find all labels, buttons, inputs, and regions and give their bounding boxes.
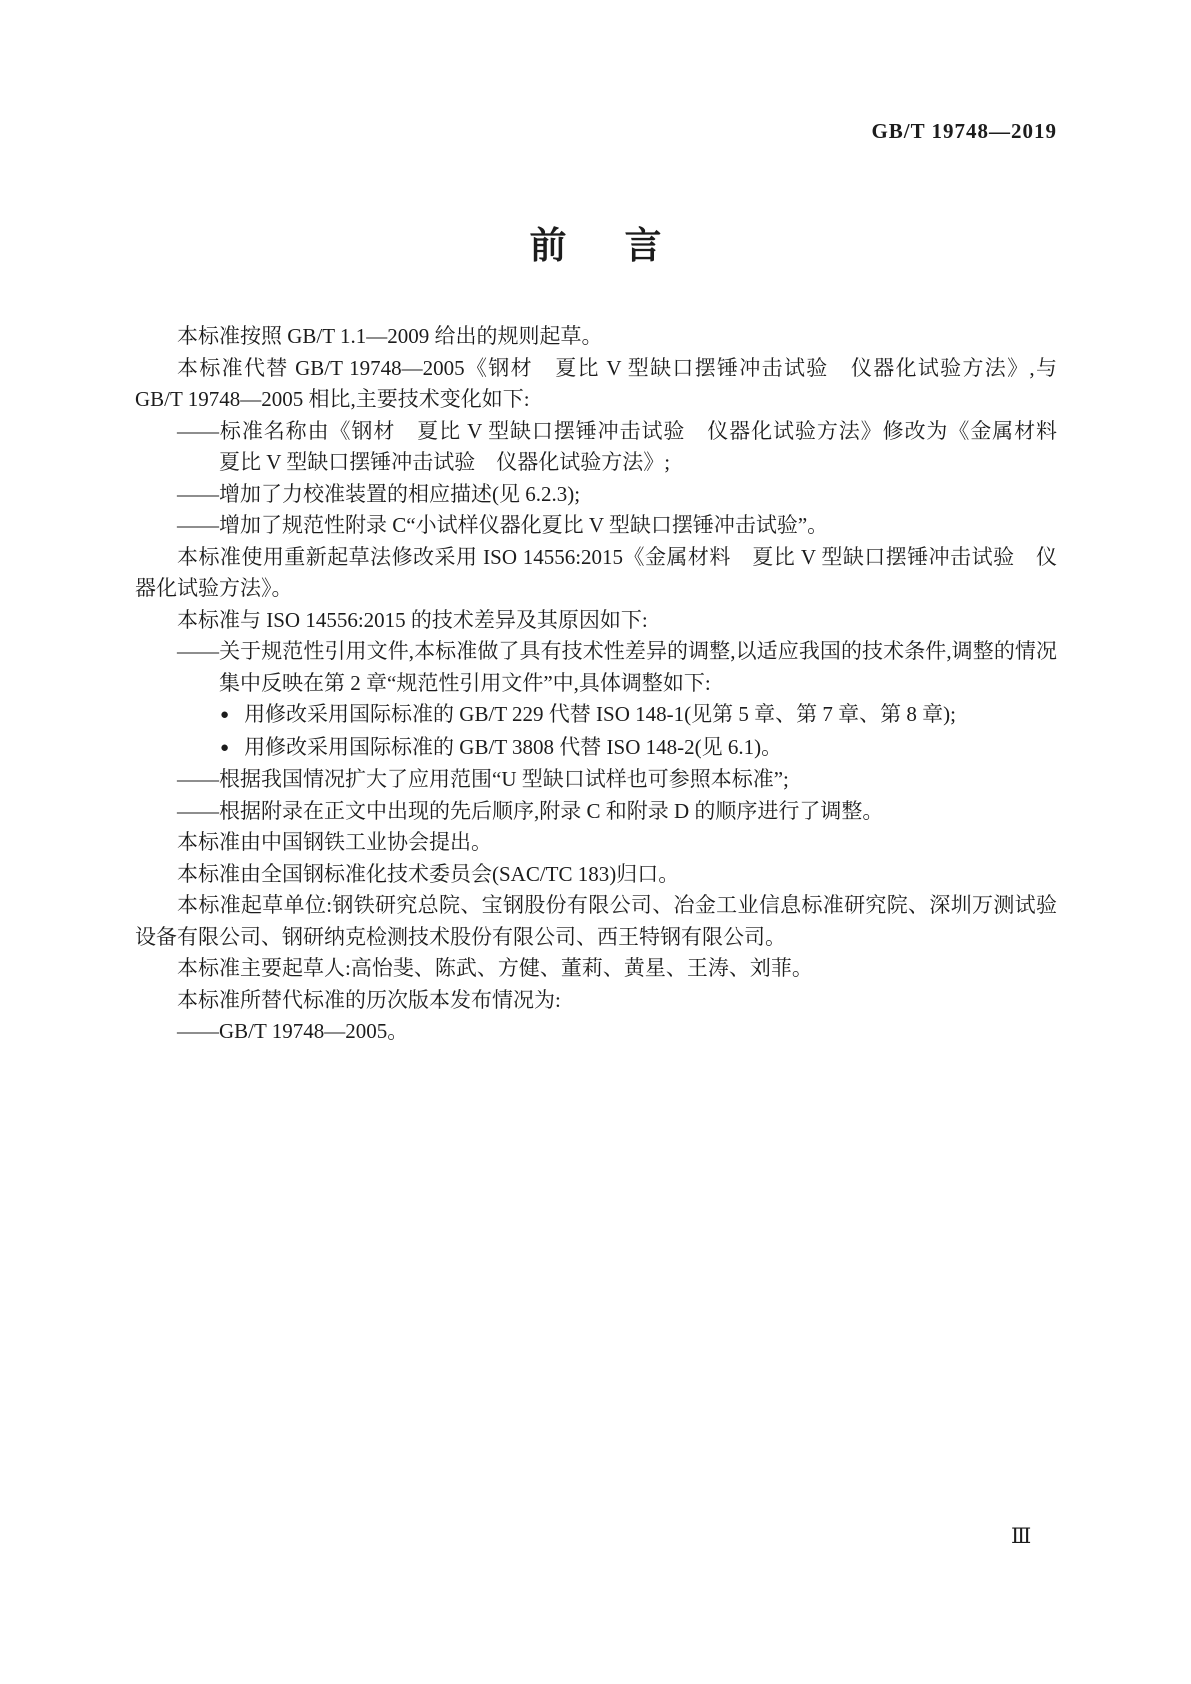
paragraph-main-drafters: 本标准主要起草人:高怡斐、陈武、方健、董莉、黄星、王涛、刘菲。 xyxy=(177,956,813,980)
difference-item-annex-order: ——根据附录在正文中出现的先后顺序,附录 C 和附录 D 的顺序进行了调整。 xyxy=(177,798,884,823)
page-title-char-1: 前 xyxy=(529,225,567,266)
page-number: Ⅲ xyxy=(1011,1524,1032,1548)
standard-number: GB/T 19748—2019 xyxy=(871,119,1057,143)
difference-item-references: ——关于规范性引用文件,本标准做了具有技术性差异的调整,以适应我国的技术条件,调整的情况集中反映在第 2 章“规范性引用文件”中,具体调整如下: xyxy=(177,639,1057,695)
paragraph-redraft-iso: 本标准使用重新起草法修改采用 ISO 14556:2015《金属材料 夏比 V 型缺口摆锤冲击试验 仪器化试验方法》。 xyxy=(135,544,1057,600)
paragraph-iso-differences: 本标准与 ISO 14556:2015 的技术差异及其原因如下: xyxy=(177,607,648,632)
foreword-body xyxy=(135,321,1078,1048)
change-item-force-calibration: ——增加了力校准装置的相应描述(见 6.2.3); xyxy=(177,481,581,506)
list-item-text: 用修改采用国际标准的 GB/T 229 代替 ISO 148-1(见第 5 章、第 7 章、第 8 章); xyxy=(244,702,956,726)
list-item-gbt229 xyxy=(135,699,1057,732)
paragraph-replaces-standard: 本标准代替 GB/T 19748—2005《钢材 夏比 V 型缺口摆锤冲击试验 仪器化试验方法》,与 GB/T 19748—2005 相比,主要技术变化如下: xyxy=(135,355,1057,411)
change-item-name-modified: ——标准名称由《钢材 夏比 V 型缺口摆锤冲击试验 仪器化试验方法》修改为《金属材料 夏比 V 型缺口摆锤冲击试验 仪器化试验方法》; xyxy=(177,418,1078,474)
paragraph-drafting-rule: 本标准按照 GB/T 1.1—2009 给出的规则起草。 xyxy=(177,324,603,348)
paragraph-proposed-by: 本标准由中国钢铁工业协会提出。 xyxy=(177,830,492,854)
paragraph-previous-editions: 本标准所替代标准的历次版本发布情况为: xyxy=(177,987,561,1012)
change-item-annex-c-added: ——增加了规范性附录 C“小试样仪器化夏比 V 型缺口摆锤冲击试验”。 xyxy=(177,513,829,537)
paragraph-under-jurisdiction: 本标准由全国钢标准化技术委员会(SAC/TC 183)归口。 xyxy=(177,861,680,886)
list-item-gbt3808 xyxy=(135,732,1057,765)
page-title-char-2: 言 xyxy=(624,225,662,266)
bullet-icon: ● xyxy=(220,739,230,756)
list-item-text: 用修改采用国际标准的 GB/T 3808 代替 ISO 148-2(见 6.1)。 xyxy=(244,734,783,759)
paragraph-drafting-organizations: 本标准起草单位:钢铁研究总院、宝钢股份有限公司、冶金工业信息标准研究院、深圳万测试验设备有限公司、钢研纳克检测技术股份有限公司、西王特钢有限公司。 xyxy=(135,893,1057,949)
previous-edition-item: ——GB/T 19748—2005。 xyxy=(177,1019,409,1043)
difference-item-u-notch: ——根据我国情况扩大了应用范围“U 型缺口试样也可参照本标准”; xyxy=(177,767,789,791)
bullet-icon: ● xyxy=(220,707,230,723)
page-title xyxy=(0,224,1191,268)
